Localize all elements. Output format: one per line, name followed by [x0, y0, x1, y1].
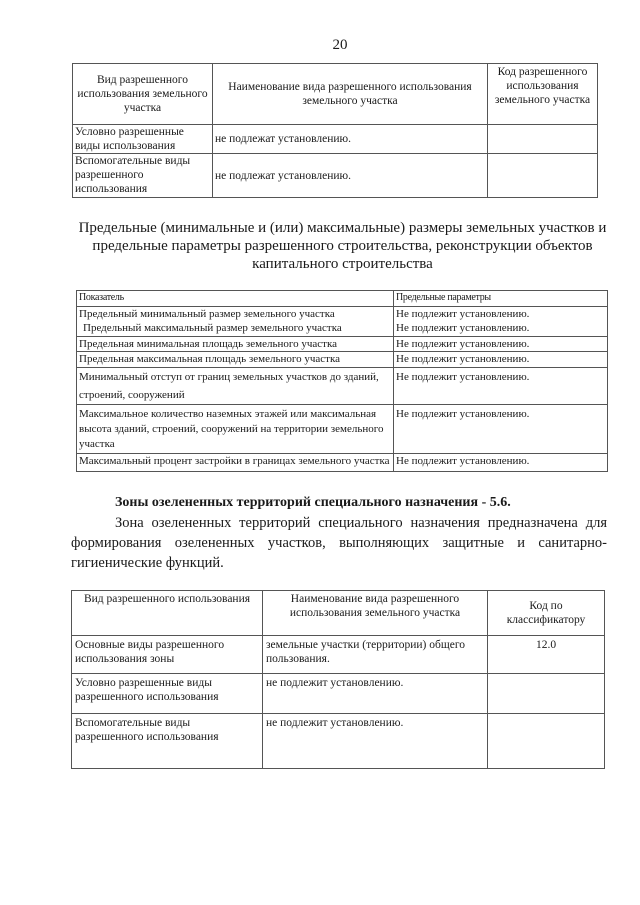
header-limit-value: Предельные параметры	[394, 291, 608, 307]
cell-limit-value: Не подлежит установлению.	[394, 404, 608, 453]
cell-use-type: Основные виды разрешенного использования зоны	[72, 636, 263, 674]
cell-limit-value: Не подлежит установлению.	[394, 367, 608, 404]
cell-use-name: не подлежит установлению.	[263, 714, 488, 769]
cell-use-code	[488, 154, 598, 198]
cell-indicator: Предельная максимальная площадь земельного участка	[77, 352, 394, 368]
cell-classifier-code: 12.0	[488, 636, 605, 674]
value-max-size: Не подлежит установлению.	[396, 322, 530, 334]
cell-use-type: Условно разрешенные виды использования	[73, 125, 213, 154]
zone-title: Зоны озелененных территорий специального назначения - 5.6.	[115, 495, 511, 510]
cell-indicator: Максимальный процент застройки в границах земельного участка	[77, 453, 394, 471]
cell-use-name: не подлежат установлению.	[213, 154, 488, 198]
value-min-size: Не подлежит установлению.	[396, 307, 530, 320]
table-header-row	[73, 64, 598, 125]
cell-indicator: Предельная минимальная площадь земельного участка	[77, 336, 394, 352]
cell-limit-value: Не подлежит установлению.	[394, 336, 608, 352]
indicator-max-size: Предельный максимальный размер земельного участка	[83, 322, 342, 334]
table-row	[72, 674, 605, 714]
permitted-use-table-previous-zone	[72, 63, 598, 198]
cell-use-type: Вспомогательные виды разрешенного использования	[72, 714, 263, 769]
limits-parameters-table	[76, 290, 608, 472]
indicator-min-size: Предельный минимальный размер земельного участка	[79, 307, 335, 320]
cell-use-type: Вспомогательные виды разрешенного использования	[73, 154, 213, 198]
limits-section-heading: Предельные (минимальные и (или) максимальные) размеры земельных участков и предельные параметры разрешенного строительства, реконструкции объектов капитального строительства	[78, 220, 607, 272]
table-header-row	[77, 291, 608, 307]
table-row	[72, 714, 605, 769]
cell-classifier-code	[488, 674, 605, 714]
cell-limit-value: Не подлежит установлению.	[394, 453, 608, 471]
table-header-row	[72, 591, 605, 636]
cell-classifier-code	[488, 714, 605, 769]
header-indicator: Показатель	[77, 291, 394, 307]
cell-limit-value	[394, 306, 608, 336]
cell-indicator: Минимальный отступ от границ земельных участков до зданий, строений, сооружений	[77, 367, 394, 404]
permitted-use-table-zone-5-6	[71, 590, 605, 769]
cell-use-code	[488, 125, 598, 154]
cell-limit-value: Не подлежит установлению.	[394, 352, 608, 368]
table-row	[73, 154, 598, 198]
page-number: 20	[332, 37, 348, 53]
zone-description: Зона озелененных территорий специального назначения предназначена для формирования озелененных участков, выполняющих защитные и санитарно-гигиенические функций.	[71, 515, 607, 571]
cell-use-name: не подлежат установлению.	[213, 125, 488, 154]
table-row	[77, 336, 608, 352]
table-row	[72, 636, 605, 674]
header-use-code: Код разрешенного использования земельного участка	[488, 64, 598, 125]
table-row	[77, 404, 608, 453]
table-row	[77, 352, 608, 368]
header-use-type: Вид разрешенного использования земельного участка	[73, 64, 213, 125]
cell-indicator	[77, 306, 394, 336]
table-row	[77, 453, 608, 471]
cell-indicator: Максимальное количество наземных этажей или максимальная высота зданий, строений, сооружений на территории земельного участка	[77, 404, 394, 453]
table-row	[73, 125, 598, 154]
cell-use-name: не подлежит установлению.	[263, 674, 488, 714]
header-use-type: Вид разрешенного использования	[72, 591, 263, 636]
table-row	[77, 367, 608, 404]
cell-use-type: Условно разрешенные виды разрешенного использования	[72, 674, 263, 714]
header-use-name: Наименование вида разрешенного использования земельного участка	[213, 64, 488, 125]
cell-use-name: земельные участки (территории) общего пользования.	[263, 636, 488, 674]
header-use-name: Наименование вида разрешенного использования земельного участка	[263, 591, 488, 636]
table-row	[77, 306, 608, 336]
header-classifier-code: Код по классификатору	[488, 591, 605, 636]
